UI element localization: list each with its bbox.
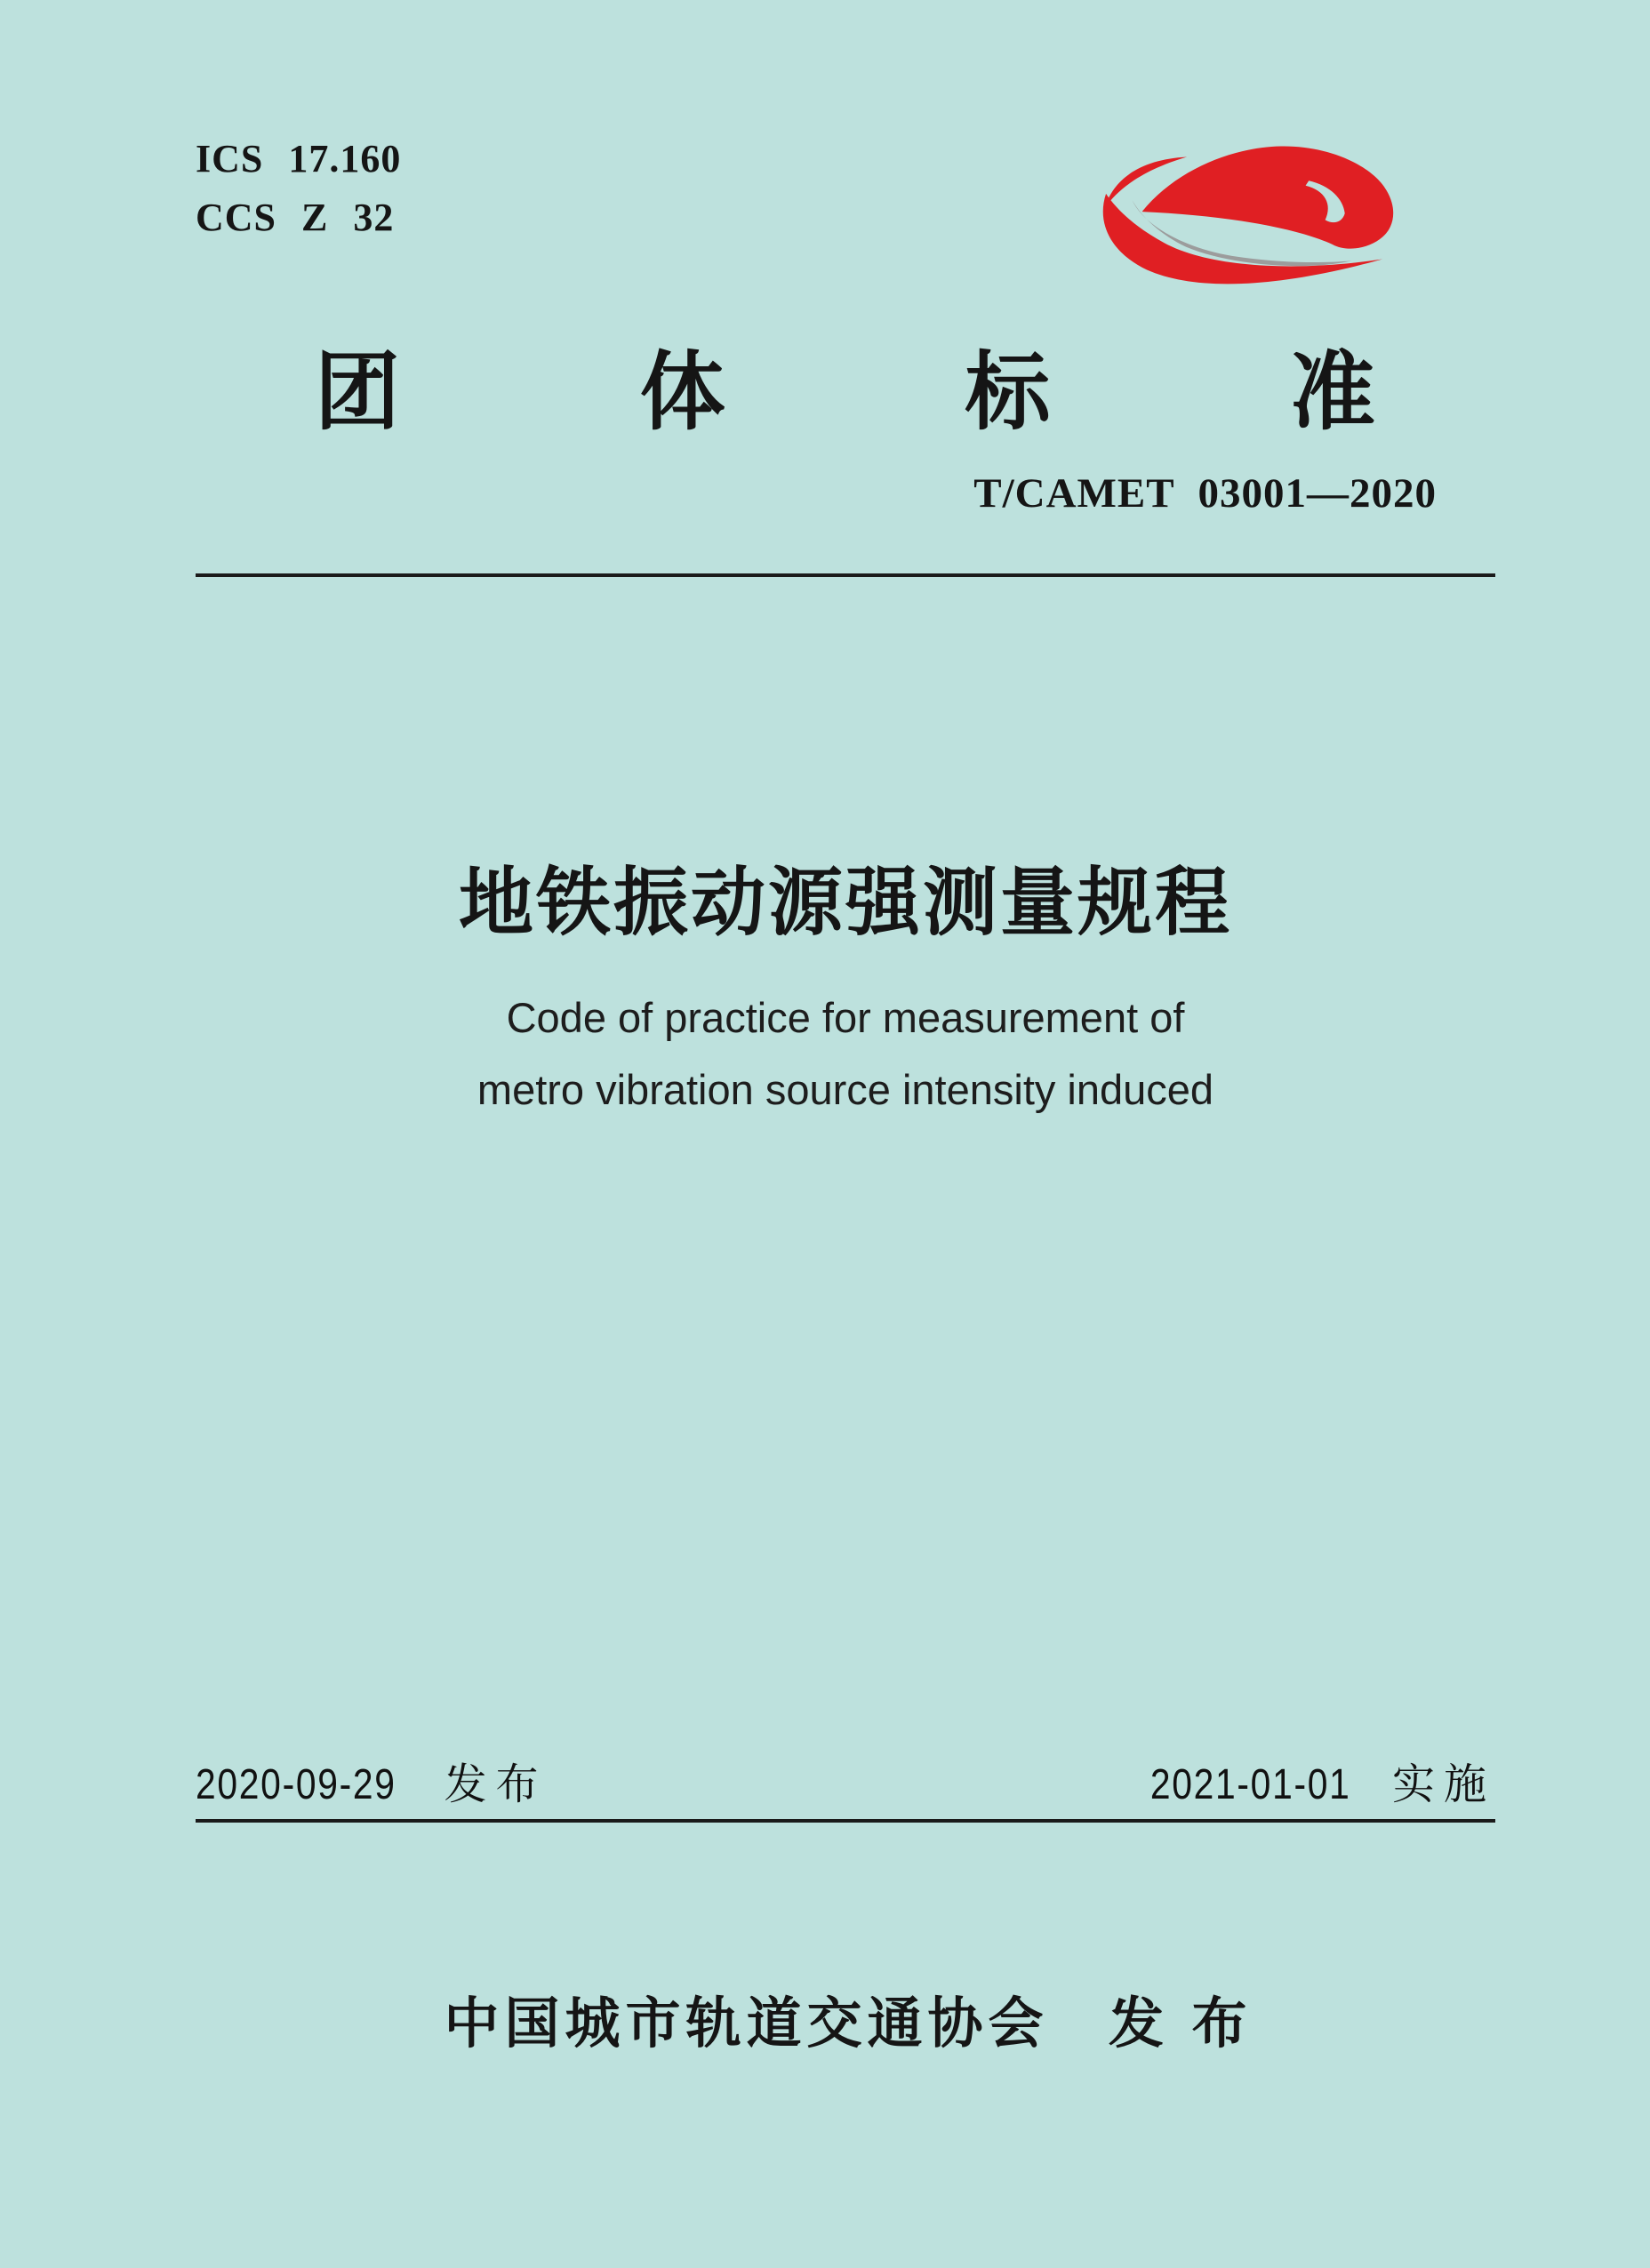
release-date: 2020-09-29 [196, 1761, 396, 1808]
implement-label: 实施 [1391, 1761, 1495, 1808]
standard-number: T/CAMET 03001—2020 [973, 470, 1437, 517]
implement-date: 2021-01-01 [1150, 1761, 1351, 1808]
doc-type-char: 团 [315, 345, 400, 440]
doc-type-char: 标 [965, 345, 1051, 440]
english-title-line1: Code of practice for measurement of [506, 994, 1185, 1041]
page-title-english [196, 982, 1495, 1126]
classification-codes [196, 130, 401, 247]
footer-divider [196, 1819, 1495, 1823]
camet-logo-icon [1089, 132, 1411, 295]
ccs-code: CCS Z 32 [196, 196, 395, 239]
publisher-name: 中国城市轨道交通协会 [444, 1994, 1049, 2055]
date-row [196, 1750, 1495, 1811]
content-area [196, 0, 1495, 2268]
doc-type-heading [315, 345, 1375, 440]
doc-type-char: 准 [1289, 345, 1375, 440]
english-title-line2: metro vibration source intensity induced [477, 1066, 1214, 1113]
release-label: 发布 [444, 1761, 548, 1808]
doc-type-char: 体 [639, 345, 725, 440]
implement-date-group [1115, 1750, 1495, 1811]
publisher-action: 发 布 [1109, 1994, 1247, 2055]
header-divider [196, 573, 1495, 577]
ics-code: ICS 17.160 [196, 137, 402, 180]
page-title: 地铁振动源强测量规程 [458, 861, 1232, 944]
publisher-row [196, 1979, 1495, 2058]
release-date-group [196, 1750, 548, 1811]
